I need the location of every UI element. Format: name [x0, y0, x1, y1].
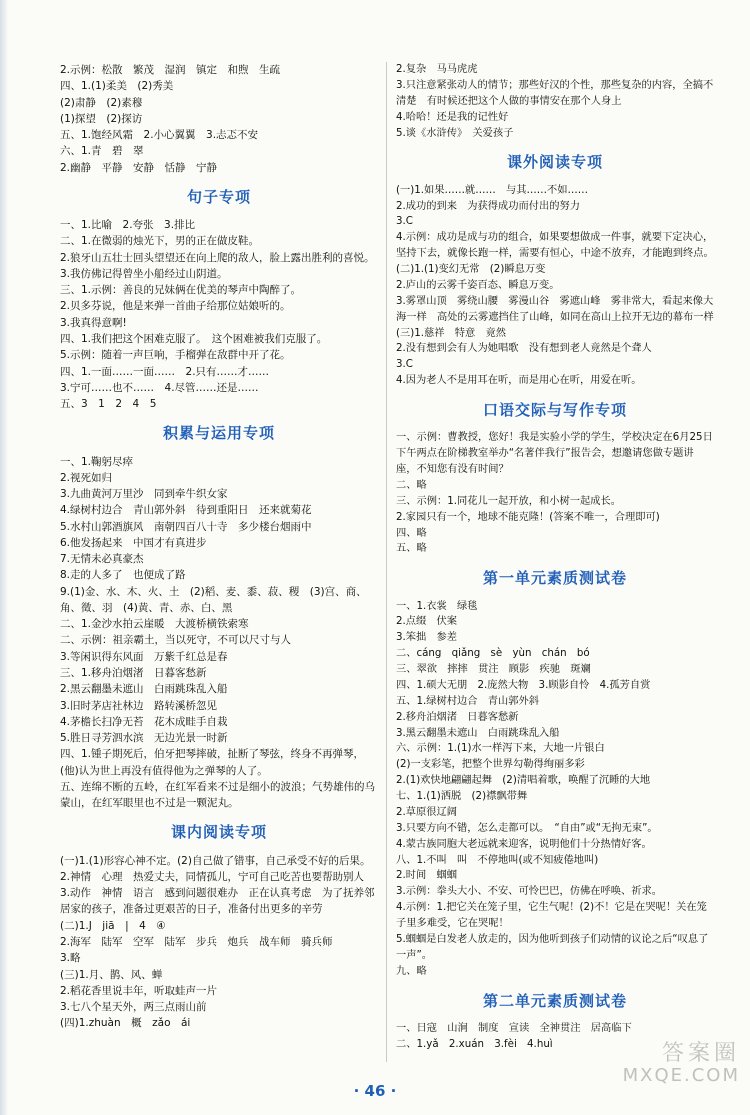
answer-line: 一、示例：曹教授，您好！我是实验小学的学生，学校决定在6月25日下午两点在阶梯教室举办“名著伴我行”报告会，想邀请您做专题讲座，不知您有没有时间？: [396, 431, 713, 475]
answer-line: 3.动作 神情 语言 感到问题很难办 正在认真考虑 为了抚养邻居家的孩子，准备过更艰苦的日子，准备付出更多的辛劳: [60, 887, 375, 916]
answer-line: 3.C: [396, 358, 413, 371]
answer-line: 5.胜日寻芳泗水滨 无边光景一时新: [60, 732, 228, 745]
answer-line: 一、1.衣裳 绿毯: [396, 599, 478, 612]
answer-line: 3.七八个星天外，两三点雨山前: [60, 1001, 207, 1014]
answer-line: 二、cáng qiǎng sè yùn chán bó: [396, 647, 590, 660]
answer-line: 4.茅檐长扫净无苔 花木成畦手自栽: [60, 715, 228, 728]
answer-line: 2.复杂 马马虎虎: [396, 63, 478, 75]
answer-line: 3.C: [396, 215, 413, 228]
answer-line: 三、1.移舟泊烟渚 日暮客愁新: [60, 667, 207, 679]
answer-line: 5.示例：随着一声巨响，手榴弹在敌群中开了花。: [60, 349, 291, 362]
answer-line: 3.我仿佛记得曾坐小船经过山阴道。: [60, 267, 228, 280]
answer-line: 2.视死如归: [60, 471, 113, 484]
answer-line: 2.成功的到来 为获得成功而付出的努力: [396, 199, 581, 212]
answer-line: 2.草原很辽阔: [396, 805, 458, 818]
answer-line: 八、1.不叫 叫 不停地叫(或不知疲倦地叫): [396, 853, 599, 866]
answer-line: 四、1.(1)柔美 (2)秀美: [60, 80, 174, 93]
answer-line: 6.他发扬起来 中国才有真进步: [60, 536, 207, 549]
right-column: [396, 62, 714, 1053]
answer-line: 三、1.示例：善良的兄妹俩在优美的琴声中陶醉了。: [60, 284, 302, 297]
page-edge-shadow: [0, 0, 8, 1115]
section-extra-reading-body: [396, 183, 714, 389]
answer-line: 2.点缀 伏案: [396, 615, 458, 628]
section-title-oral-writing: 口语交际与写作专项: [482, 401, 627, 419]
section-title-unit1-test: 第一单元素质测试卷: [482, 569, 627, 588]
answer-line: 4.蒙古族同胞大老远就来迎客，说明他们十分热情好客。: [396, 837, 652, 850]
section-title-in-class-reading: 课内阅读专项: [170, 823, 267, 842]
answer-line: (2)肃静 (2)素穆: [60, 96, 143, 109]
section-title-accumulation: 积累与运用专项: [162, 424, 275, 443]
answer-line: 三、示例：1.同花儿一起开放，和小树一起成长。: [396, 494, 622, 507]
answer-line: 二、1.yǎ 2.xuán 3.fèi 4.huì: [396, 1037, 553, 1050]
answer-line: 2.幽静 平静 安静 恬静 宁静: [60, 161, 218, 174]
answer-line: 3.等闲识得东风面 万紫千红总是春: [60, 650, 228, 663]
answer-line: 4.哈哈！还是我的记性好: [396, 110, 509, 123]
left-column: [60, 62, 378, 1032]
answer-line: 四、1.锺子期死后，伯牙把琴摔破，扯断了琴弦，终身不再弹琴，(他)认为世上再没有值得他为之弹琴的人了。: [60, 748, 365, 777]
column-divider: [386, 62, 387, 1062]
answer-line: 一、日寇 山涧 制度 宣读 全神贯注 居高临下: [396, 1021, 632, 1034]
answer-line: 2.狼牙山五壮士回头望望还在向上爬的敌人，脸上露出胜利的喜悦。: [60, 251, 375, 264]
section-sentences-body: [60, 217, 378, 412]
answer-line: 3.我真得意啊!: [60, 316, 127, 329]
section-title-extra-reading: 课外阅读专项: [506, 153, 603, 172]
answer-line: (1)探望 (2)探访: [60, 112, 143, 125]
answer-line: 9.(1)金、水、木、火、土 (2)稻、麦、黍、菽、稷 (3)宫、商、角、徵、羽 (4)黄、青、赤、白、黑: [60, 585, 367, 614]
answer-line: (三)1.慈祥 特意 竟然: [396, 326, 507, 339]
answer-line: 2.庐山的云雾千姿百态、瞬息万变。: [396, 278, 560, 291]
answer-line: 2.时间 蝈蝈: [396, 869, 458, 882]
answer-line: 4.示例：1.把它关在笼子里，它生气呢！(2)不！它是在哭呢！关在笼子里多难受，它在哭呢！: [396, 901, 707, 929]
answer-line: 二、1.金沙水拍云崖暖 大渡桥横铁索寒: [60, 618, 249, 631]
answer-line: 四、1.我们把这个困难克服了。 这个困难被我们克服了。: [60, 332, 328, 345]
answer-line: 7.无情未必真豪杰: [60, 553, 144, 566]
answer-line: 3.宁可……也不…… 4.尽管……还是……: [60, 381, 259, 394]
answer-line: 3.黑云翻墨未遮山 白雨跳珠乱入船: [396, 726, 560, 739]
answer-line: 2.神情 心理 热爱丈夫，同情孤儿，宁可自己吃苦也要帮助别人: [60, 870, 365, 883]
answer-line: 2.没有想到会有人为她唱歌 没有想到老人竟然是个聋人: [396, 342, 652, 355]
answer-line: 六、1.青 碧 翠: [60, 145, 144, 158]
watermark-logo: [600, 1042, 740, 1104]
answer-line: 六、示例：1.(1)水一样泻下来，大地一片银白: [396, 742, 605, 755]
watermark-url: MXQE.COM: [622, 1065, 740, 1087]
answer-line: 8.走的人多了 也便成了路: [60, 569, 186, 582]
answer-line: 二、1.在微弱的烛光下，男的正在做皮鞋。: [60, 235, 260, 248]
answer-line: 2.海军 陆军 空军 陆军 步兵 炮兵 战车师 骑兵师: [60, 935, 333, 948]
answer-line: 三、翠欲 摔摔 贯注 顾影 疾驰 斑斓: [396, 663, 591, 675]
answer-line: 3.只要方向不错，怎么走都可以。 “自由”或“无拘无束”。: [396, 821, 658, 834]
answer-line: 3.笨拙 参差: [396, 631, 458, 644]
answer-line: (一)1.(1)形容心神不定。(2)自己做了错事，自己承受不好的后果。: [60, 854, 371, 867]
answer-line: 一、1.比喻 2.夸张 3.排比: [60, 219, 196, 232]
answer-line: 四、1.硕大无朋 2.庞然大物 3.顾影自怜 4.孤芳自赏: [396, 678, 651, 691]
watermark-text: 答案圈: [661, 1041, 740, 1066]
answer-line: 2.移舟泊烟渚 日暮客愁新: [396, 710, 519, 723]
answer-line: 二、略: [396, 478, 427, 491]
answer-line: 3.九曲黄河万里沙 同到牵牛织女家: [60, 488, 228, 501]
answer-line: 4.因为老人不是用耳在听，而是用心在听，用爱在听。: [396, 374, 642, 387]
answer-line: 4.绿树村边合 青山郭外斜 待到重阳日 还来就菊花: [60, 504, 312, 517]
answer-line: 2.示例：松散 繁茂 湿润 镇定 和煦 生疏: [60, 64, 281, 76]
answer-line: 5.蝈蝈是白发老人放走的，因为他听到孩子们动情的议论之后“叹息了一声”。: [396, 932, 709, 961]
answer-line: 2.黑云翻墨未遮山 白雨跳珠乱入船: [60, 683, 228, 696]
page-number: · 46 ·: [353, 1082, 397, 1100]
section-unit1-test-body: [396, 599, 714, 980]
answer-line: 2.家园只有一个，地球不能克隆！(答案不唯一，合理即可): [396, 510, 660, 523]
answer-line: 九、略: [396, 964, 427, 977]
answer-line: 五、略: [396, 542, 427, 555]
section-accumulation-body: [60, 454, 378, 812]
section-title-sentences: 句子专项: [186, 187, 251, 206]
answer-line: 3.雾罩山顶 雾绕山腰 雾漫山谷 雾遮山峰 雾非常大，看起来像大海一样 高处的云雾遮挡住了山峰，如同在高山上拉开无边的幕布一样: [396, 294, 714, 323]
section-oral-writing-body: [396, 430, 714, 557]
answer-line: 四、1.一面……一面…… 2.只有……才……: [60, 365, 270, 378]
answer-line: 3.示例：拳头大小、不安、可怜巴巴，仿佛在呼唤、祈求。: [396, 885, 663, 898]
answer-line: 五、3 1 2 4 5: [60, 398, 157, 411]
answer-line: 2.稻花香里说丰年，听取蛙声一片: [60, 984, 218, 997]
answer-line: 4.示例：成功是成与功的组合，如果要想做成一件事，就要下定决心，坚持下去，就像长跑一样，需要有恒心，中途不放弃，才能跑到终点。: [396, 231, 714, 260]
answer-line: (二)1.J jiā | 4 ④: [60, 919, 166, 932]
section-title-unit2-test: 第二单元素质测试卷: [482, 991, 627, 1010]
answer-line: (四)1.zhuàn 概 zǎo ái: [60, 1017, 191, 1030]
right-top-block: [396, 62, 714, 141]
answer-line: (一)1.如果……就…… 与其……不如……: [396, 183, 589, 196]
answer-line: 五、1.绿树村边合 青山郭外斜: [396, 694, 540, 707]
answer-line: (三)1.月、鹊、风、蝉: [60, 968, 163, 981]
answer-line: (二)1.(1)变幻无常 (2)瞬息万变: [396, 263, 546, 275]
answer-line: 五、1.饱经风霜 2.小心翼翼 3.忐忑不安: [60, 129, 259, 142]
answer-line: 七、1.(1)洒脱 (2)襟飘带舞: [396, 790, 528, 802]
left-top-block: [60, 62, 378, 176]
answer-line: 3.旧时茅店社林边 路转溪桥忽见: [60, 699, 218, 712]
answer-line: 2.贝多芬说，他是来弹一首曲子给那位姑娘听的。: [60, 300, 291, 313]
answer-line: 2.(1)欢快地翩翩起舞 (2)清唱着歌，唤醒了沉睡的大地: [396, 774, 651, 787]
answer-line: 一、1.鞠躬尽瘁: [60, 455, 134, 468]
answer-line: (2)一支彩笔，把整个世界勾勒得绚丽多彩: [396, 758, 585, 771]
answer-line: 二、示例：祖亲霸土，当以死守，不可以尺寸与人: [60, 634, 291, 647]
answer-line: 四、略: [396, 526, 427, 539]
answer-line: 3.略: [60, 952, 81, 965]
answer-line: 5.水村山郭酒旗风 南朝四百八十寺 多少楼台烟雨中: [60, 520, 312, 533]
answer-line: 五、连绵不断的五岭，在红军看来不过是细小的波浪；气势雄伟的乌蒙山，在红军眼里也不过是一颗泥丸。: [60, 780, 375, 810]
section-in-class-reading-body: [60, 853, 378, 1032]
answer-line: 3.只注意紧张动人的情节；那些好汉的个性，那些复杂的内容，全搞不清楚 有时候还把这个人做的事情安在那个人身上: [396, 78, 714, 107]
answer-line: 5.谈《水浒传》 关爱孩子: [396, 126, 514, 139]
